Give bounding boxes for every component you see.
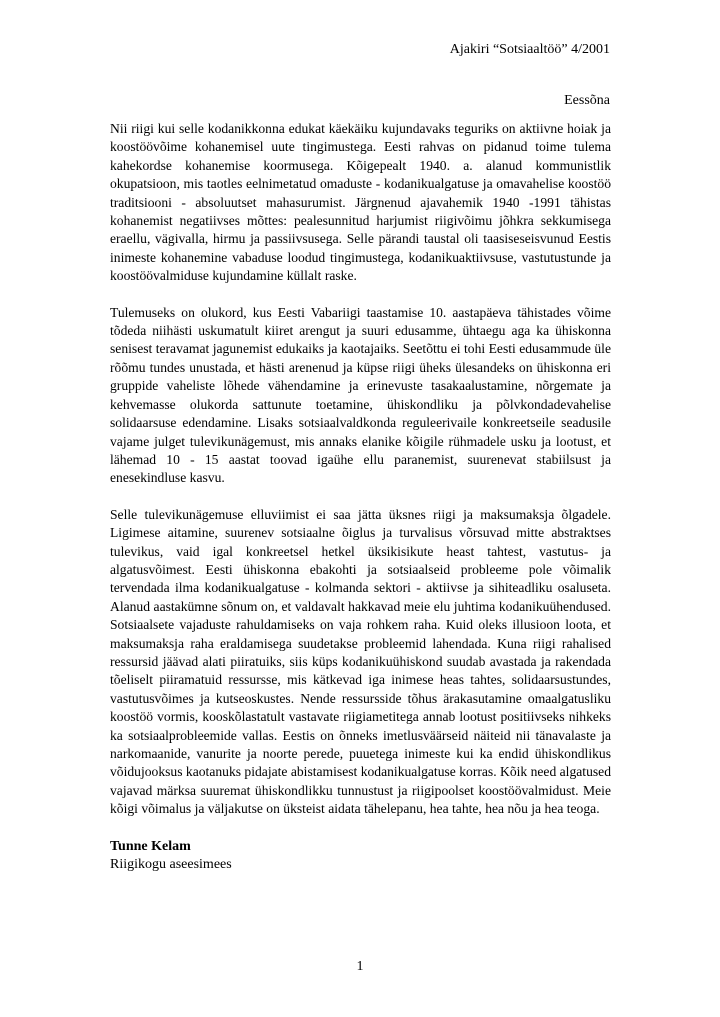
author-name: Tunne Kelam [110, 839, 191, 854]
signature-block [110, 838, 510, 874]
page-number: 1 [356, 959, 364, 974]
paragraph-2: Tulemuseks on olukord, kus Eesti Vabariigi taastamise 10. aastapäeva tähistades võime tõdeda niihästi uskumatult kiiret arengut ja suuri edusamme, ühtaegu aga ka ühiskonna senisest teravamat jagunemist edukaiks ja kaotajaiks. Seetõttu ei tohi Eesti edusammude üle rõõmu tundes unustada, et hästi arenenud ja küpse riigi üheks ülesandeks on ühiskonna eri gruppide vaheliste lõhede vähendamine ja erinevuste tasakaalustamine, nõrgemate ja kehvemasse olukorda sattunute toetamine, ühiskondliku ja põlvkondadevahelise solidaarsuse edendamine. Lisaks sotsiaalvaldkonda reguleerivaile konkreetseile seadusile vajame julget tulevikunägemust, mis annaks elanike kõigile rühmadele usku ja lootust, et lähemad 10 - 15 aastat toovad igaühe ellu paranemist, suurenevat stabiilsust ja enesekindluse kasvu. [110, 304, 611, 486]
paragraph-3: Selle tulevikunägemuse elluviimist ei saa jätta üksnes riigi ja maksumaksja õlgadele. Ligimese aitamine, suurenev sotsiaalne õiglus ja turvalisus võrsuvad mitte abstraktses tulevikus, vaid igal konkreetsel hetkel üksikisikute heast tahtest, vastutus- ja algatusvõimest. Eesti ühiskonna ebakohti ja sotsiaalseid probleeme pole võimalik tervendada ilma kodanikualgatuse - kolmanda sektori - aktiivse ja sihiteadliku osaluseta. Alanud aastakümne sõnum on, et valdavalt hakkavad meie elu juhtima kodanikuühendused. Sotsiaalsete vajaduste rahuldamiseks on vaja rohkem raha. Kuid oleks illusioon loota, et maksumaksja raha eraldamisega suudetakse probleemid lahendada. Kuna riigi rahalised ressursid jäävad alati piiratuiks, siis küps kodanikuühiskond suudab avastada ja rakendada tõeliselt piiramatuid ressursse, mis kätkevad iga inimese heas tahtes, solidaarsustundes, vastutusvõimes ja kutseoskustes. Nende ressursside tõhus ärakasutamine omaalgatusliku koostöö vormis, kooskõlastatult vastavate riigiametitega annab lootust positiivseks nihkeks ka sotsiaalprobleemide vallas. Eestis on õnneks imetlusväärseid näiteid nii tänavalaste ja narkomaanide, vanurite ja noorte perede, puuetega inimeste kui ka endid ühiskondlikus võidujooksus kaotanuks pidajate abistamisest kodanikualgatuse korras. Kõik need algatused vajavad märksa suuremat ühiskondlikku tunnustust ja riigipoolset koostöövalmidust. Meie kõigi võimalus ja väljakutse on üksteist aidata tähelepanu, hea tahte, hea nõu ja hea teoga. [110, 506, 611, 817]
author-position: Riigikogu aseesimees [110, 857, 232, 872]
body-text [110, 120, 611, 837]
section-title: Eessõna [564, 93, 610, 108]
journal-header: Ajakiri “Sotsiaaltöö” 4/2001 [449, 42, 610, 57]
paragraph-1: Nii riigi kui selle kodanikkonna edukat käekäiku kujundavaks teguriks on aktiivne hoiak ja koostöövõime kohanemisel uute tingimustega. Eesti rahvas on pidanud toime tulema kahekordse kohanemise koormusega. Kõigepealt 1940. a. alanud kommunistlik okupatsioon, mis taotles eelnimetatud omaduste - kodanikualgatuse ja omavahelise koostöö traditsiooni - absoluutset mahasurumist. Järgnenud ajavahemik 1940 -1991 tähistas kohanemist negatiivses mõttes: pealesunnitud harjumist riigivõimu jõhkra sekkumisega eraellu, vägivalla, hirmu ja passiivsusega. Selle pärandi taustal oli taasiseseisvunud Eestis inimeste kohanemine vabaduse loodud tingimustega, kodanikuaktiivsuse, vastutustunde ja koostöövalmiduse kujundamine küllalt raske. [110, 121, 611, 284]
